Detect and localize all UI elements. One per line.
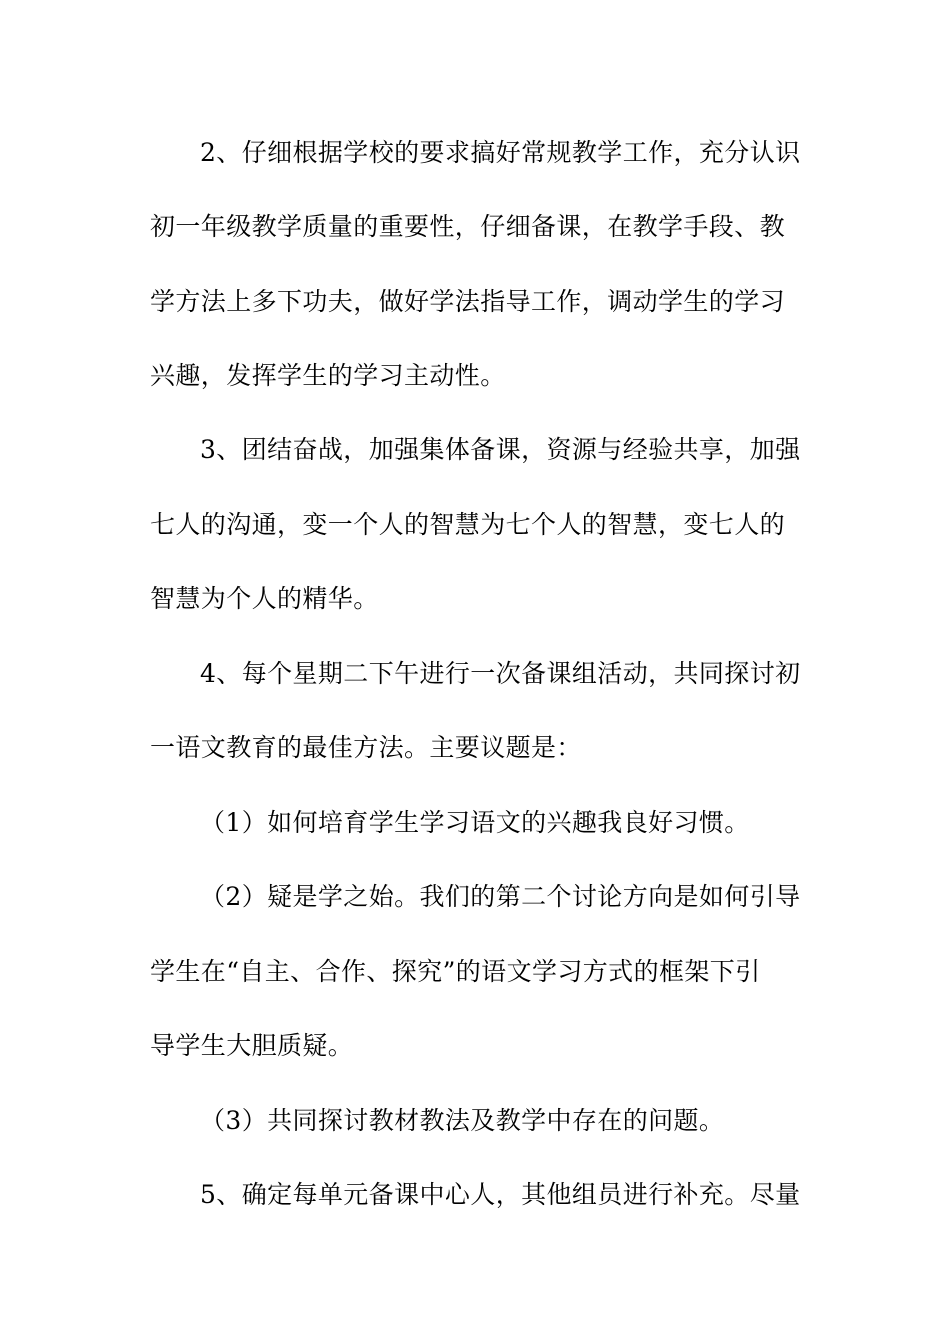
paragraph-5-line-1: 5、确定每单元备课中心人，其他组员进行补充。尽量	[200, 1180, 801, 1209]
paragraph-4-line-1: 4、每个星期二下午进行一次备课组活动，共同探讨初	[200, 659, 801, 688]
sub-item-3: （3）共同探讨教材教法及教学中存在的问题。	[200, 1106, 725, 1135]
paragraph-2-line-1: 2、仔细根据学校的要求搞好常规教学工作，充分认识	[200, 138, 801, 167]
paragraph-2-line-3: 学方法上多下功夫，做好学法指导工作，调动学生的学习	[150, 287, 786, 316]
paragraph-3-line-2: 七人的沟通，变一个人的智慧为七个人的智慧，变七人的	[150, 510, 786, 539]
sub-item-2-line-2: 学生在“自主、合作、探究”的语文学习方式的框架下引	[150, 957, 761, 986]
sub-item-2-line-1: （2）疑是学之始。我们的第二个讨论方向是如何引导	[200, 882, 801, 911]
paragraph-3-line-1: 3、团结奋战，加强集体备课，资源与经验共享，加强	[200, 435, 801, 464]
sub-item-1: （1）如何培育学生学习语文的兴趣我良好习惯。	[200, 808, 750, 837]
paragraph-2-line-2: 初一年级教学质量的重要性，仔细备课，在教学手段、教	[150, 212, 786, 241]
paragraph-2-line-4: 兴趣，发挥学生的学习主动性。	[150, 361, 506, 390]
paragraph-4-line-2: 一语文教育的最佳方法。主要议题是：	[150, 733, 582, 762]
paragraph-3-line-3: 智慧为个人的精华。	[150, 584, 379, 613]
sub-item-2-line-3: 导学生大胆质疑。	[150, 1031, 354, 1060]
